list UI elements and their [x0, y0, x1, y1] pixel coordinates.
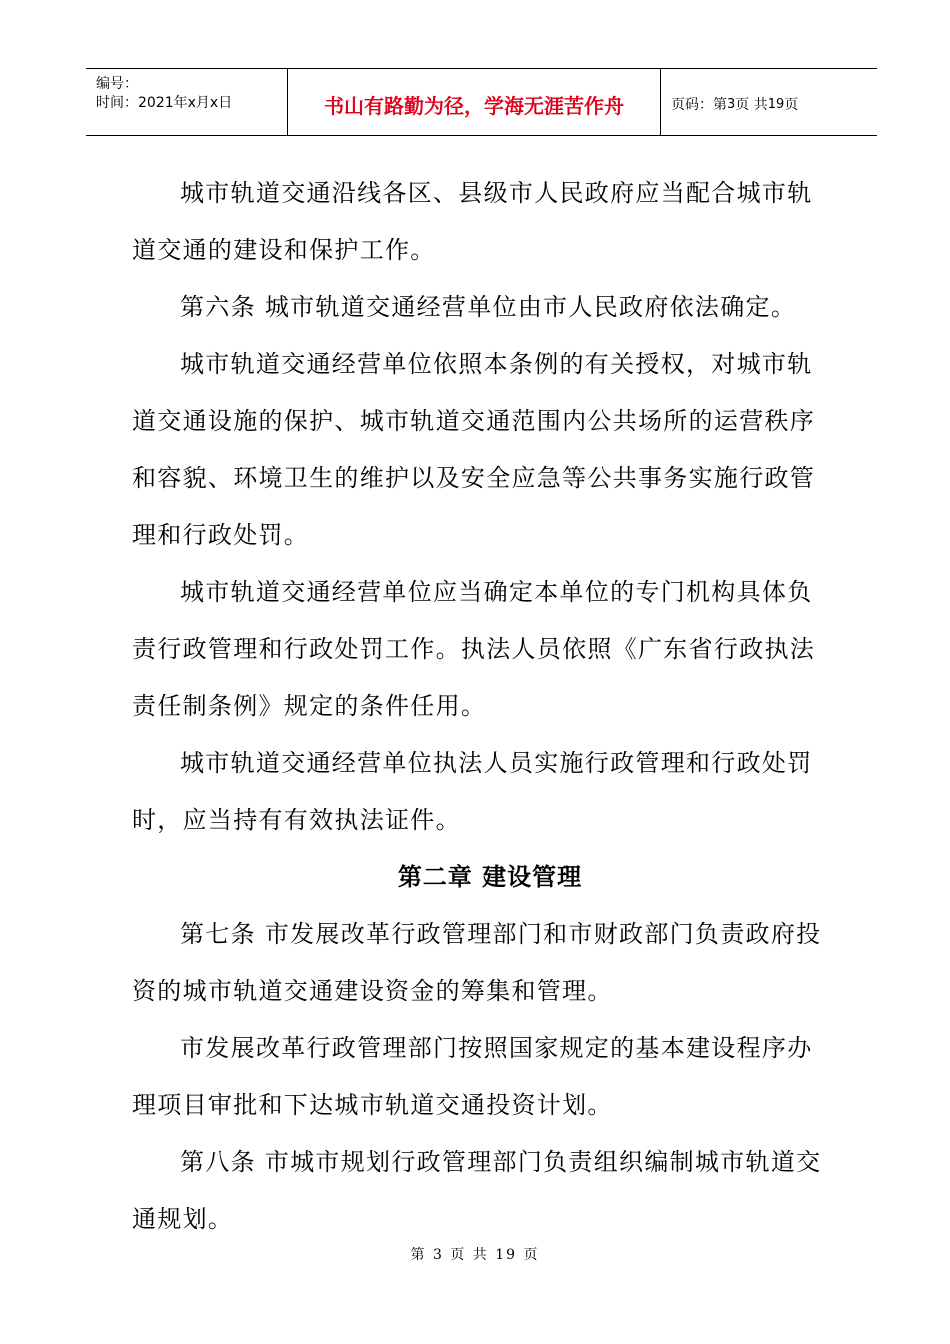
body-paragraph: 城市轨道交通经营单位应当确定本单位的专门机构具体负责行政管理和行政处罚工作。执法人员依照《广东省行政执法责任制条例》规定的条件任用。	[132, 578, 816, 720]
page-current: 3	[727, 96, 736, 112]
body-paragraph: 第八条 市城市规划行政管理部门负责组织编制城市轨道交通规划。	[132, 1148, 822, 1233]
document-body	[132, 165, 832, 1248]
page-label-suffix: 页	[784, 97, 799, 113]
chapter-heading: 第二章 建设管理	[397, 863, 583, 891]
body-paragraph: 城市轨道交通经营单位执法人员实施行政管理和行政处罚时，应当持有有效执法证件。	[132, 749, 813, 834]
body-paragraph: 城市轨道交通经营单位依照本条例的有关授权，对城市轨道交通设施的保护、城市轨道交通范围内公共场所的运营秩序和容貌、环境卫生的维护以及安全应急等公共事务实施行政管理和行政处罚。	[132, 350, 816, 549]
body-paragraph: 城市轨道交通沿线各区、县级市人民政府应当配合城市轨道交通的建设和保护工作。	[132, 179, 813, 264]
page-header	[86, 68, 877, 136]
body-paragraph: 第六条 城市轨道交通经营单位由市人民政府依法确定。	[180, 293, 797, 321]
page-label-prefix: 页码：第	[671, 97, 727, 113]
document-number-label: 编号：	[96, 76, 138, 92]
header-page-indicator	[661, 69, 877, 135]
body-paragraph: 市发展改革行政管理部门按照国家规定的基本建设程序办理项目审批和下达城市轨道交通投资计划。	[132, 1034, 813, 1119]
page-label-middle: 页 共	[735, 97, 768, 113]
page-total: 19	[767, 96, 785, 112]
page-footer: 第 3 页 共 19 页	[410, 1247, 540, 1263]
header-meta	[86, 69, 287, 135]
header-motto: 书山有路勤为径，学海无涯苦作舟	[287, 69, 661, 135]
document-time-label: 时间：2021年x月x日	[96, 95, 233, 111]
body-paragraph: 第七条 市发展改革行政管理部门和市财政部门负责政府投资的城市轨道交通建设资金的筹集和管理。	[132, 920, 822, 1005]
